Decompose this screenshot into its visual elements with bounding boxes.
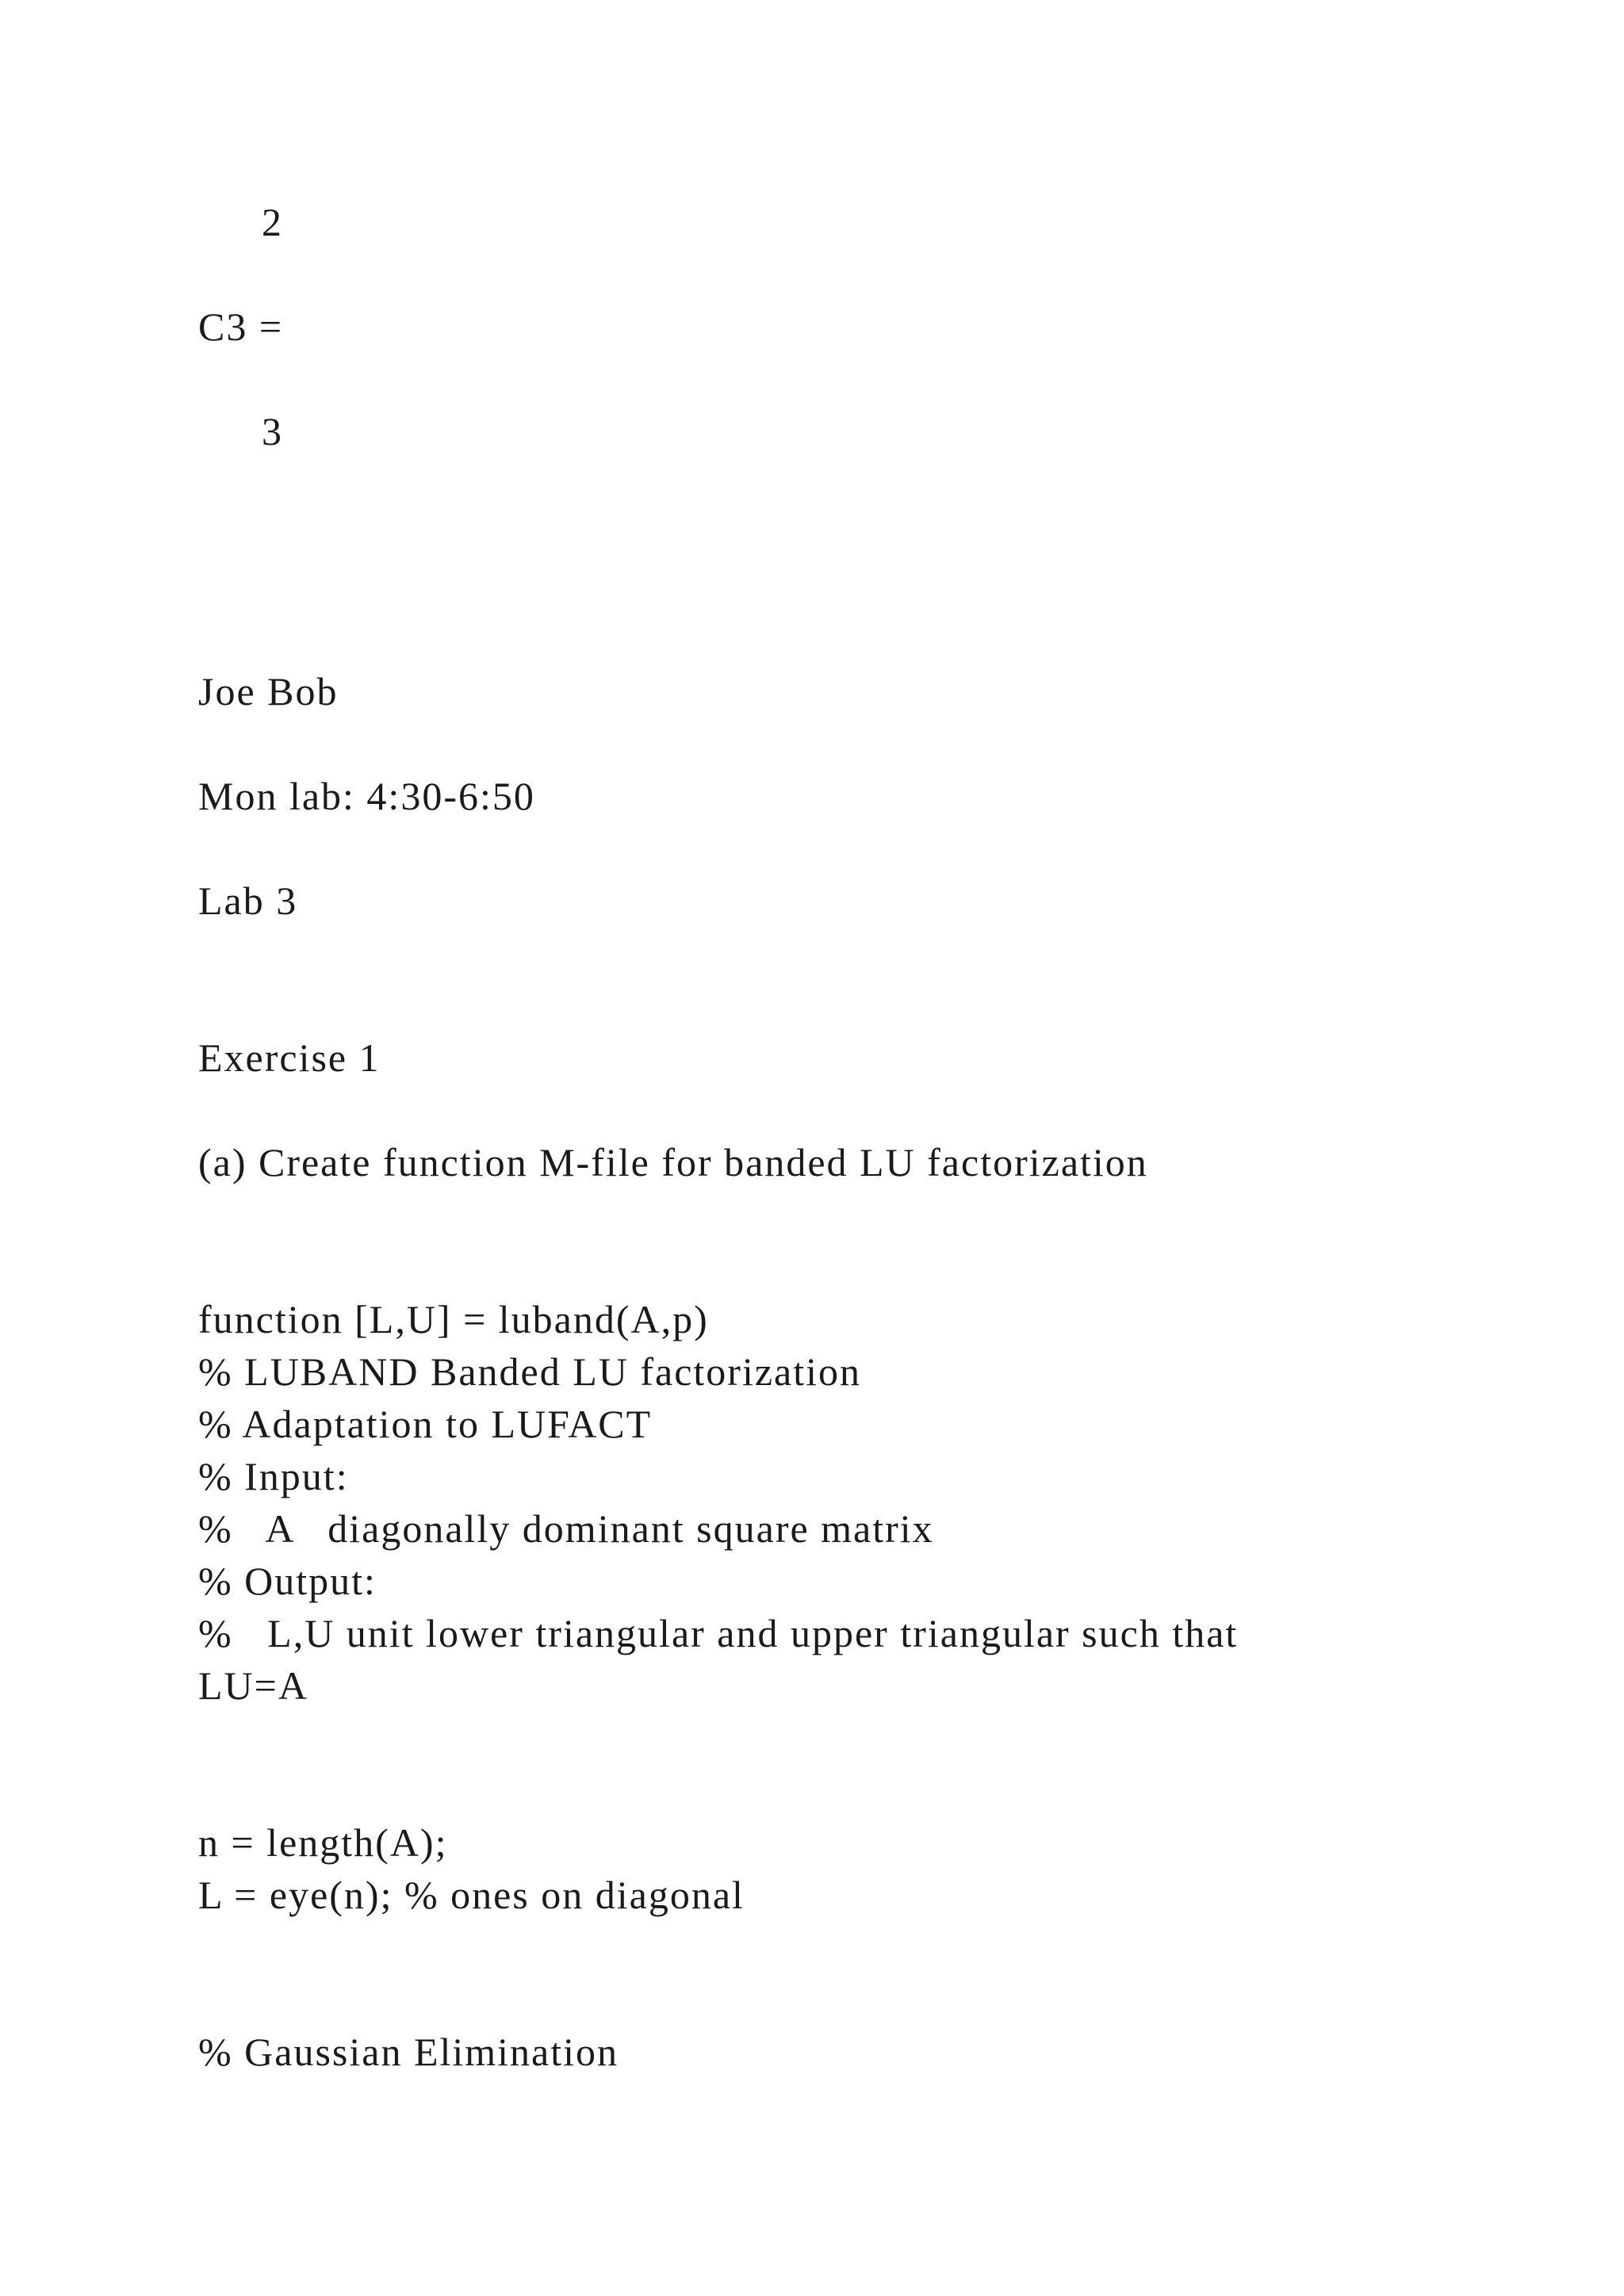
output-label-c3: C3 = <box>198 304 284 349</box>
exercise-title: Exercise 1 <box>198 1035 381 1080</box>
code-line: LU=A <box>198 1663 308 1708</box>
lab-number: Lab 3 <box>198 878 298 923</box>
code-line: % Input: <box>198 1454 349 1498</box>
code-line: n = length(A); <box>198 1820 448 1865</box>
output-value-c3: 3 <box>262 409 283 453</box>
code-line: % LUBAND Banded LU factorization <box>198 1349 861 1394</box>
code-line: % L,U unit lower triangular and upper triangular such that <box>198 1611 1239 1655</box>
lab-time: Mon lab: 4:30-6:50 <box>198 774 535 818</box>
exercise-part-a: (a) Create function M-file for banded LU factorization <box>198 1140 1148 1184</box>
author-name: Joe Bob <box>198 669 339 714</box>
code-line: % Output: <box>198 1559 377 1603</box>
code-line: % Gaussian Elimination <box>198 2030 619 2074</box>
code-line: % Adaptation to LUFACT <box>198 1402 653 1446</box>
code-line: function [L,U] = luband(A,p) <box>198 1297 709 1341</box>
code-line: % A diagonally dominant square matrix <box>198 1506 934 1551</box>
code-line: L = eye(n); % ones on diagonal <box>198 1873 745 1917</box>
output-value-c2: 2 <box>262 200 283 244</box>
